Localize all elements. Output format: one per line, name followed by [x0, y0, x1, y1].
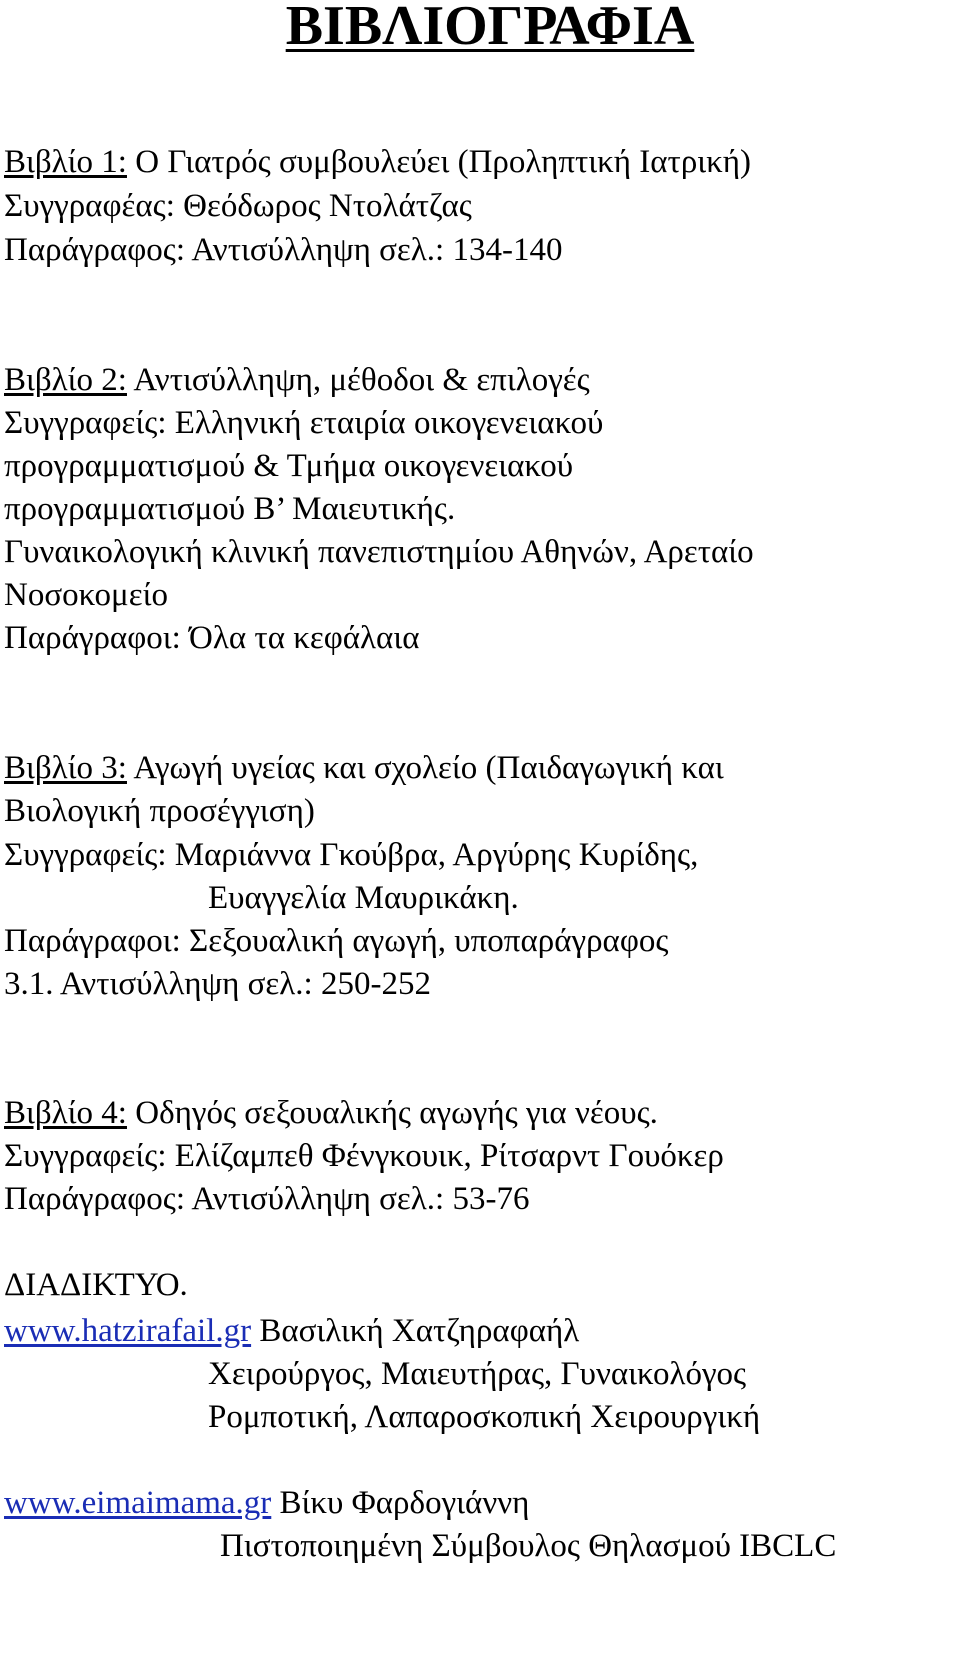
site-1-link[interactable]: www.hatzirafail.gr — [4, 1313, 252, 1349]
book-1-label: Βιβλίο 1: — [4, 144, 127, 180]
book-3-authors: Συγγραφείς: Μαριάννα Γκούβρα, Αργύρης Κυρίδης, — [4, 837, 699, 873]
site-2-line — [4, 1483, 529, 1523]
book-1-title-line — [4, 142, 751, 182]
book-4-authors: Συγγραφείς: Ελίζαμπεθ Φένγκουικ, Ρίτσαρντ Γουόκερ — [4, 1138, 724, 1174]
internet-heading: ΔΙΑΔΙΚΤΥΟ. — [4, 1267, 188, 1303]
site-1-name: Βασιλική Χατζηραφαήλ — [251, 1313, 580, 1349]
book-2-authors-line-1: Συγγραφείς: Ελληνική εταιρία οικογενειακού — [4, 405, 604, 441]
book-4-title-line — [4, 1093, 658, 1133]
book-3-sections-cont: 3.1. Αντισύλληψη σελ.: 250-252 — [4, 966, 431, 1002]
book-4-label: Βιβλίο 4: — [4, 1095, 127, 1131]
page-title: ΒΙΒΛΙΟΓΡΑΦΙΑ — [285, 0, 695, 57]
book-3-title-line-2: Βιολογική προσέγγιση) — [4, 793, 315, 829]
book-2-authors-line-4: Γυναικολογική κλινική πανεπιστημίου Αθηνών, Αρεταίο — [4, 534, 754, 570]
book-3-sections: Παράγραφοι: Σεξουαλική αγωγή, υποπαράγραφος — [4, 923, 669, 959]
book-3-title: Αγωγή υγείας και σχολείο (Παιδαγωγική και — [126, 750, 724, 786]
book-2-authors-line-5: Νοσοκομείο — [4, 577, 168, 613]
site-2-name: Βίκυ Φαρδογιάννη — [271, 1485, 530, 1521]
site-2-detail-1: Πιστοποιημένη Σύμβουλος Θηλασμού IBCLC — [220, 1528, 837, 1564]
book-3-label: Βιβλίο 3: — [4, 750, 127, 786]
book-1-section: Παράγραφος: Αντισύλληψη σελ.: 134-140 — [4, 232, 563, 268]
book-2-sections: Παράγραφοι: Όλα τα κεφάλαια — [4, 620, 420, 656]
book-2-label: Βιβλίο 2: — [4, 362, 127, 398]
book-2-title: Αντισύλληψη, μέθοδοι & επιλογές — [126, 362, 590, 398]
book-3-authors-cont: Ευαγγελία Μαυρικάκη. — [208, 880, 519, 916]
book-3-title-line — [4, 748, 724, 788]
book-4-title: Οδηγός σεξουαλικής αγωγής για νέους. — [126, 1095, 658, 1131]
site-1-line — [4, 1311, 579, 1351]
book-4-section: Παράγραφος: Αντισύλληψη σελ.: 53-76 — [4, 1181, 530, 1217]
site-2-link[interactable]: www.eimaimama.gr — [4, 1485, 272, 1521]
site-1-detail-2: Ρομποτική, Λαπαροσκοπική Χειρουργική — [208, 1399, 761, 1435]
book-1-title: Ο Γιατρός συμβουλεύει (Προληπτική Ιατρική) — [126, 144, 752, 180]
book-2-authors-line-2: προγραμματισμού & Τμήμα οικογενειακού — [4, 448, 574, 484]
book-2-title-line — [4, 360, 590, 400]
site-1-detail-1: Χειρούργος, Μαιευτήρας, Γυναικολόγος — [208, 1356, 747, 1392]
book-2-authors-line-3: προγραμματισμού Β’ Μαιευτικής. — [4, 491, 456, 527]
book-1-authors: Συγγραφέας: Θεόδωρος Ντολάτζας — [4, 188, 472, 224]
